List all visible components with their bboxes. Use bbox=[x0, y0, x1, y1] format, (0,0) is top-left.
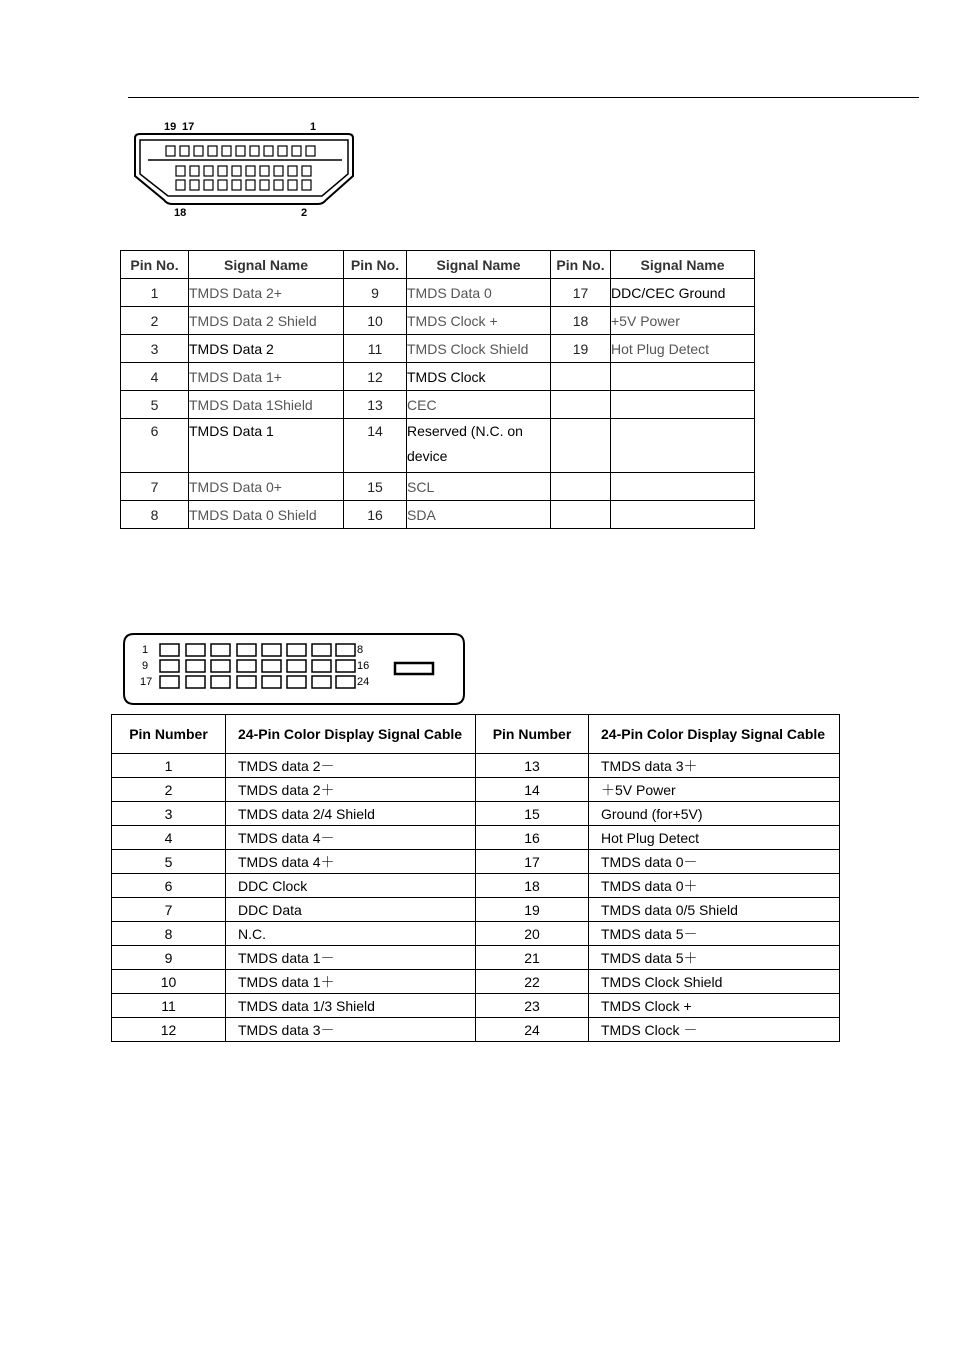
hdmi-label-17: 17 bbox=[182, 121, 195, 133]
table-cell: 22 bbox=[476, 970, 589, 994]
table-cell: 16 bbox=[344, 501, 407, 529]
table-cell: 6 bbox=[121, 419, 189, 473]
table-cell: TMDS Data 1Shield bbox=[189, 391, 344, 419]
table-row bbox=[121, 335, 755, 363]
table-cell: 8 bbox=[112, 922, 226, 946]
table-cell: TMDS Clock Shield bbox=[407, 335, 551, 363]
table-cell: 17 bbox=[476, 850, 589, 874]
table-cell: 9 bbox=[112, 946, 226, 970]
hdmi-header-signal-name-1: Signal Name bbox=[189, 251, 344, 279]
table-cell bbox=[551, 473, 611, 501]
table-cell: 6 bbox=[112, 874, 226, 898]
table-cell: 14 bbox=[344, 419, 407, 473]
table-cell: TMDS data 0－ bbox=[589, 850, 840, 874]
table-cell: 5 bbox=[112, 850, 226, 874]
hdmi-bottom-pins bbox=[176, 166, 311, 176]
table-cell: 18 bbox=[476, 874, 589, 898]
table-cell: SDA bbox=[407, 501, 551, 529]
table-cell: N.C. bbox=[226, 922, 476, 946]
table-row bbox=[121, 307, 755, 335]
dvi-header-pin-number-2: Pin Number bbox=[476, 715, 589, 754]
dvi-label-16: 16 bbox=[357, 660, 370, 672]
table-row bbox=[121, 419, 755, 473]
table-cell: TMDS data 0＋ bbox=[589, 874, 840, 898]
table-cell: 3 bbox=[121, 335, 189, 363]
table-cell: 15 bbox=[476, 802, 589, 826]
table-cell: 4 bbox=[112, 826, 226, 850]
dvi-label-24: 24 bbox=[357, 676, 370, 688]
table-cell: 10 bbox=[112, 970, 226, 994]
table-cell: +5V Power bbox=[611, 307, 755, 335]
table-cell bbox=[551, 501, 611, 529]
table-cell: DDC/CEC Ground bbox=[611, 279, 755, 307]
table-cell: 1 bbox=[112, 754, 226, 778]
table-row bbox=[112, 946, 840, 970]
table-cell: 1 bbox=[121, 279, 189, 307]
dvi-pin-row-2 bbox=[160, 660, 355, 672]
dvi-ground-blade bbox=[395, 663, 433, 674]
table-cell: 7 bbox=[112, 898, 226, 922]
table-cell: 24 bbox=[476, 1018, 589, 1042]
table-cell: TMDS Clock + bbox=[407, 307, 551, 335]
table-row bbox=[112, 994, 840, 1018]
table-cell: SCL bbox=[407, 473, 551, 501]
table-row bbox=[112, 802, 840, 826]
dvi-label-9: 9 bbox=[142, 660, 149, 672]
dvi-label-17: 17 bbox=[140, 676, 153, 688]
table-cell bbox=[611, 391, 755, 419]
hdmi-pin-table bbox=[120, 250, 755, 529]
table-cell: Ground (for+5V) bbox=[589, 802, 840, 826]
hdmi-top-pins bbox=[166, 146, 315, 156]
table-cell: TMDS data 1/3 Shield bbox=[226, 994, 476, 1018]
hdmi-header-signal-name-2: Signal Name bbox=[407, 251, 551, 279]
table-cell: TMDS data 3＋ bbox=[589, 754, 840, 778]
table-cell: 23 bbox=[476, 994, 589, 1018]
hdmi-label-1: 1 bbox=[310, 121, 317, 133]
table-cell: TMDS Clock + bbox=[589, 994, 840, 1018]
dvi-label-1: 1 bbox=[142, 644, 149, 656]
table-cell: DDC Clock bbox=[226, 874, 476, 898]
table-cell: 20 bbox=[476, 922, 589, 946]
hdmi-connector-diagram bbox=[130, 116, 360, 222]
table-cell: 15 bbox=[344, 473, 407, 501]
table-cell: TMDS data 5＋ bbox=[589, 946, 840, 970]
table-cell: 5 bbox=[121, 391, 189, 419]
table-row bbox=[121, 501, 755, 529]
table-cell: 11 bbox=[344, 335, 407, 363]
header-rule bbox=[128, 97, 919, 98]
table-cell: ＋5V Power bbox=[589, 778, 840, 802]
table-cell bbox=[611, 419, 755, 473]
table-cell: TMDS Clock － bbox=[589, 1018, 840, 1042]
table-row bbox=[112, 826, 840, 850]
table-cell bbox=[611, 501, 755, 529]
table-row bbox=[121, 363, 755, 391]
hdmi-label-2: 2 bbox=[301, 207, 308, 219]
table-row bbox=[121, 391, 755, 419]
dvi-header-signal-cable-2: 24-Pin Color Display Signal Cable bbox=[589, 715, 840, 754]
hdmi-header-pin-no-2: Pin No. bbox=[344, 251, 407, 279]
table-cell: DDC Data bbox=[226, 898, 476, 922]
table-row bbox=[121, 279, 755, 307]
table-row bbox=[112, 898, 840, 922]
hdmi-header-pin-no-1: Pin No. bbox=[121, 251, 189, 279]
table-cell: TMDS Data 0+ bbox=[189, 473, 344, 501]
table-cell: TMDS data 4＋ bbox=[226, 850, 476, 874]
table-cell: 21 bbox=[476, 946, 589, 970]
dvi-pin-table bbox=[111, 714, 840, 1042]
table-cell: TMDS Clock Shield bbox=[589, 970, 840, 994]
hdmi-table-header-row bbox=[121, 251, 755, 279]
table-cell bbox=[551, 391, 611, 419]
table-cell: 4 bbox=[121, 363, 189, 391]
table-cell: 17 bbox=[551, 279, 611, 307]
table-cell: Reserved (N.C. on device bbox=[407, 419, 551, 473]
table-cell: 2 bbox=[121, 307, 189, 335]
table-cell: 12 bbox=[344, 363, 407, 391]
table-cell: TMDS data 2－ bbox=[226, 754, 476, 778]
table-cell: TMDS Clock bbox=[407, 363, 551, 391]
table-cell: 19 bbox=[551, 335, 611, 363]
hdmi-bottom-pins-row2 bbox=[176, 180, 311, 190]
table-cell: TMDS data 3－ bbox=[226, 1018, 476, 1042]
table-cell: 13 bbox=[344, 391, 407, 419]
dvi-connector-diagram bbox=[122, 632, 467, 708]
table-cell: 16 bbox=[476, 826, 589, 850]
table-row bbox=[112, 874, 840, 898]
table-cell: TMDS Data 1 bbox=[189, 419, 344, 473]
table-cell: TMDS data 2/4 Shield bbox=[226, 802, 476, 826]
table-cell: 8 bbox=[121, 501, 189, 529]
table-row bbox=[112, 1018, 840, 1042]
table-row bbox=[112, 970, 840, 994]
dvi-pin-row-3 bbox=[160, 676, 355, 688]
table-cell: 2 bbox=[112, 778, 226, 802]
table-cell: TMDS data 2＋ bbox=[226, 778, 476, 802]
table-cell: 18 bbox=[551, 307, 611, 335]
hdmi-outer-shell bbox=[135, 134, 353, 204]
table-cell: 9 bbox=[344, 279, 407, 307]
table-cell: TMDS Data 0 bbox=[407, 279, 551, 307]
table-cell: TMDS Data 2 bbox=[189, 335, 344, 363]
table-cell: TMDS data 1－ bbox=[226, 946, 476, 970]
table-cell: 19 bbox=[476, 898, 589, 922]
table-cell: 10 bbox=[344, 307, 407, 335]
dvi-header-pin-number-1: Pin Number bbox=[112, 715, 226, 754]
dvi-pin-row-1 bbox=[160, 644, 355, 656]
table-cell: CEC bbox=[407, 391, 551, 419]
table-cell: 12 bbox=[112, 1018, 226, 1042]
table-row bbox=[121, 473, 755, 501]
dvi-table-header-row bbox=[112, 715, 840, 754]
table-cell bbox=[611, 363, 755, 391]
table-cell: 11 bbox=[112, 994, 226, 1018]
table-cell: TMDS data 0/5 Shield bbox=[589, 898, 840, 922]
table-row bbox=[112, 922, 840, 946]
table-cell bbox=[611, 473, 755, 501]
table-row bbox=[112, 850, 840, 874]
table-cell: 13 bbox=[476, 754, 589, 778]
table-cell: TMDS Data 2+ bbox=[189, 279, 344, 307]
table-cell: 7 bbox=[121, 473, 189, 501]
table-row bbox=[112, 754, 840, 778]
table-cell: 3 bbox=[112, 802, 226, 826]
dvi-label-8: 8 bbox=[357, 644, 364, 656]
table-cell: TMDS Data 2 Shield bbox=[189, 307, 344, 335]
table-cell: TMDS Data 1+ bbox=[189, 363, 344, 391]
hdmi-label-19: 19 bbox=[164, 121, 177, 133]
table-cell: Hot Plug Detect bbox=[611, 335, 755, 363]
table-cell bbox=[551, 419, 611, 473]
table-cell: 14 bbox=[476, 778, 589, 802]
table-cell: TMDS Data 0 Shield bbox=[189, 501, 344, 529]
dvi-header-signal-cable-1: 24-Pin Color Display Signal Cable bbox=[226, 715, 476, 754]
hdmi-header-signal-name-3: Signal Name bbox=[611, 251, 755, 279]
table-row bbox=[112, 778, 840, 802]
hdmi-header-pin-no-3: Pin No. bbox=[551, 251, 611, 279]
table-cell: TMDS data 4－ bbox=[226, 826, 476, 850]
table-cell: Hot Plug Detect bbox=[589, 826, 840, 850]
table-cell: TMDS data 5－ bbox=[589, 922, 840, 946]
hdmi-label-18: 18 bbox=[174, 207, 187, 219]
table-cell bbox=[551, 363, 611, 391]
table-cell: TMDS data 1＋ bbox=[226, 970, 476, 994]
